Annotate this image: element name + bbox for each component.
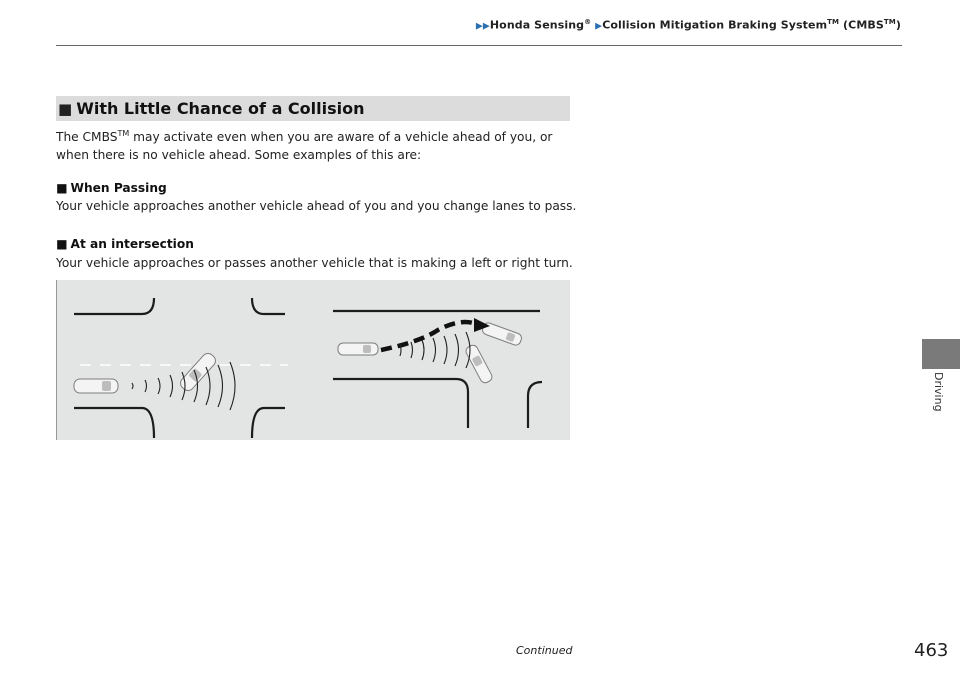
intro-text: may activate even when you are aware of a vehicle ahead of you, or	[129, 130, 553, 145]
figure-background	[56, 280, 570, 440]
breadcrumb	[0, 18, 901, 32]
section-title: With Little Chance of a Collision	[76, 99, 365, 118]
breadcrumb-part-2[interactable]: Collision Mitigation Braking System	[602, 18, 828, 32]
square-bullet-icon: ■	[56, 237, 68, 251]
trademark-mark: TM	[117, 129, 130, 138]
breadcrumb-part-3: (CMBS	[839, 18, 884, 32]
arrow-icon: ▶▶	[475, 21, 490, 32]
example-text: Your vehicle approaches another vehicle ahead of you and you change lanes to pass.	[56, 199, 577, 213]
own-vehicle	[74, 379, 118, 393]
continued-label: Continued	[516, 644, 573, 657]
intro-text: The CMBS	[56, 130, 118, 145]
header-divider	[56, 45, 902, 46]
page-number: 463	[914, 640, 949, 661]
square-bullet-icon: ■	[56, 181, 68, 195]
intro-paragraph	[56, 125, 576, 164]
chapter-label: Driving	[932, 372, 945, 412]
trademark-mark: TM	[883, 18, 896, 26]
breadcrumb-part-1[interactable]: Honda Sensing	[489, 18, 585, 32]
example-heading	[56, 237, 194, 251]
arrow-icon: ▶	[595, 21, 603, 32]
breadcrumb-close: )	[895, 18, 901, 32]
example-heading-text: When Passing	[70, 181, 167, 195]
example-heading-text: At an intersection	[70, 237, 194, 251]
intro-text: when there is no vehicle ahead. Some examples of this are:	[56, 148, 422, 163]
section-header	[56, 96, 570, 121]
cmbs-scenario-illustration	[56, 280, 570, 440]
square-bullet-icon: ■	[58, 100, 73, 118]
chapter-tab	[922, 339, 960, 369]
trademark-mark: TM	[827, 18, 840, 26]
example-text: Your vehicle approaches or passes another vehicle that is making a left or right turn.	[56, 256, 573, 270]
example-heading	[56, 181, 167, 195]
own-vehicle	[338, 343, 378, 355]
registered-mark: ®	[584, 18, 592, 26]
